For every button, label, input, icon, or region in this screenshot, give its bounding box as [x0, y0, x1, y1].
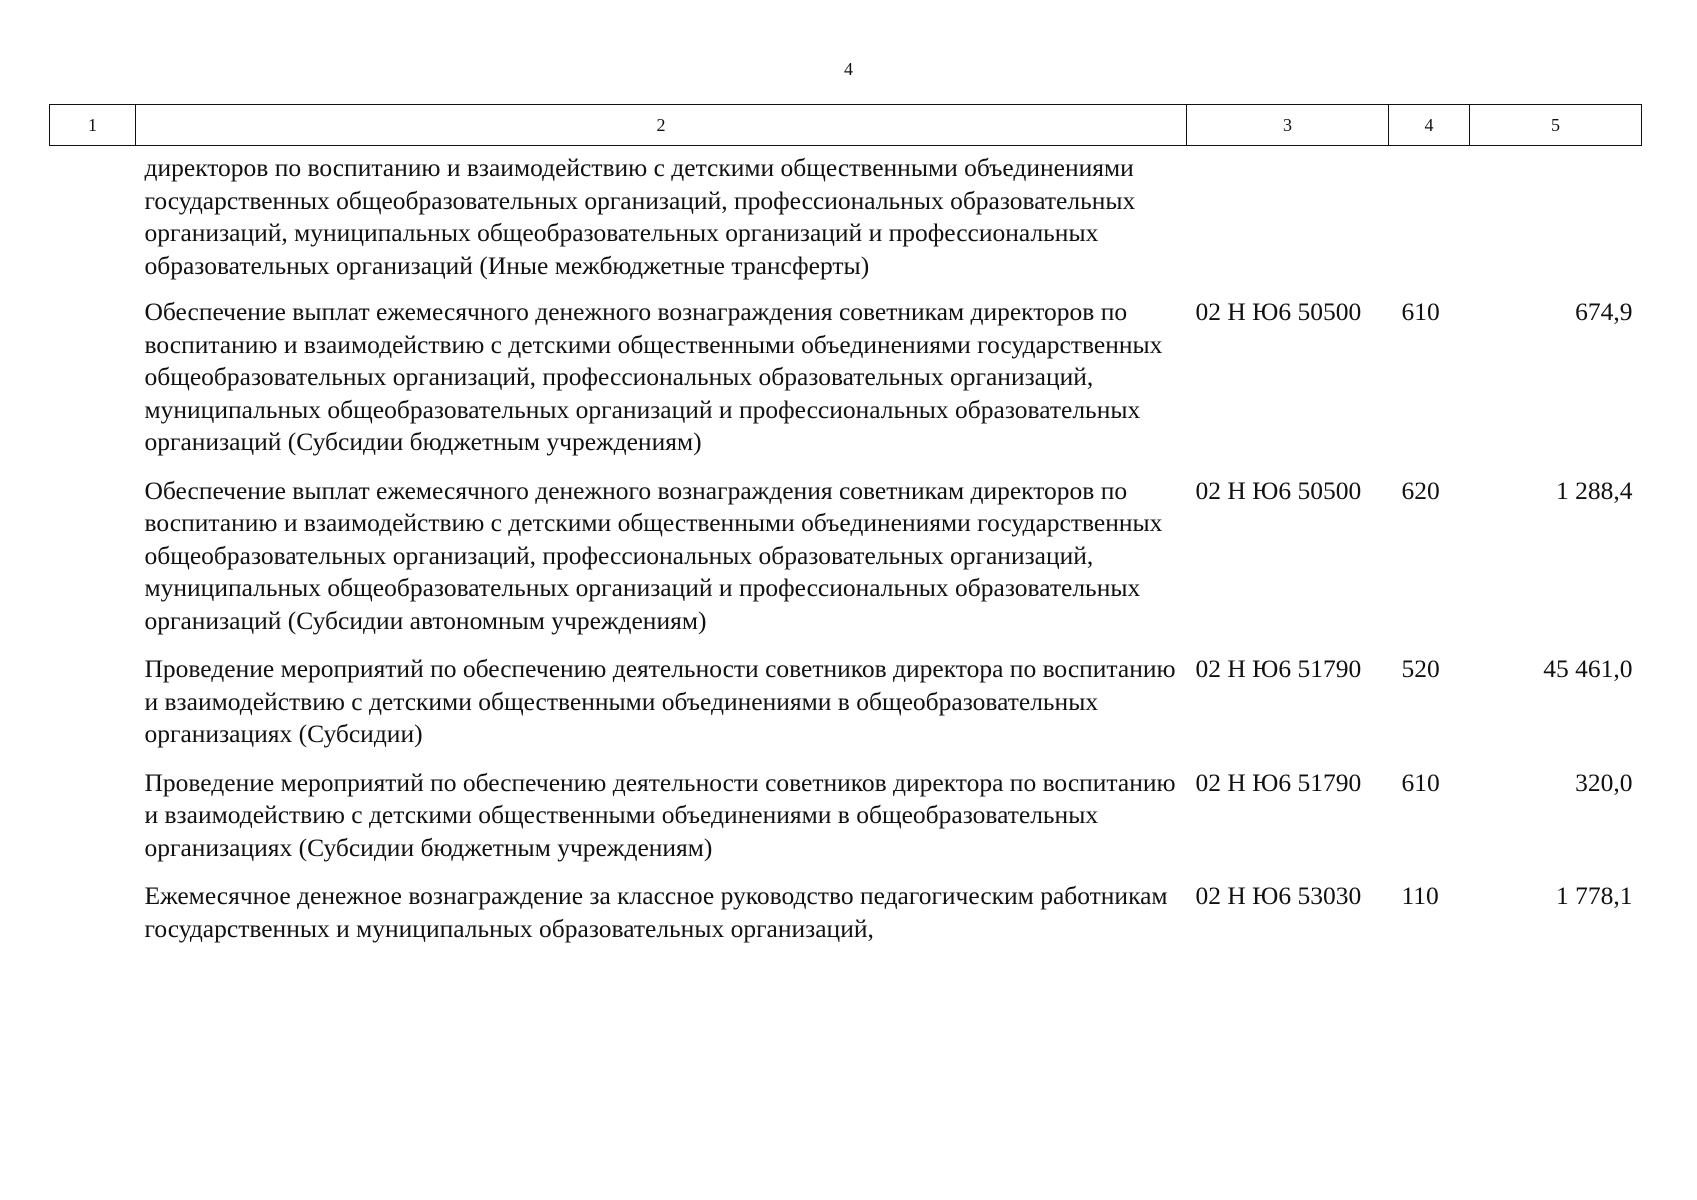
row-number-cell [50, 475, 136, 654]
table-body [50, 146, 1642, 962]
code-cell: 02 Н Ю6 53030 [1195, 881, 1362, 910]
expense-type-cell: 610 [1401, 767, 1440, 797]
header-col-5: 5 [1470, 105, 1642, 146]
code-cell: 02 Н Ю6 50500 [1195, 475, 1362, 505]
code-cell: 02 Н Ю6 50500 [1195, 297, 1362, 326]
header-col-2: 2 [136, 105, 1187, 146]
header-col-4: 4 [1389, 105, 1470, 146]
expense-type-cell: 110 [1401, 881, 1439, 910]
header-col-3: 3 [1187, 105, 1389, 146]
table-header [50, 105, 1642, 146]
description-cell: директоров по воспитанию и взаимодействию с детскими общественными объединениями государственных общеобразовательных организаций, профессиональных образовательных организаций, муниципальных общеобразовательных организаций и профессиональных образовательных организаций (Иные межбюджетные трансферты) [144, 153, 1136, 280]
code-cell: 02 Н Ю6 51790 [1195, 767, 1362, 797]
expense-type-cell: 620 [1401, 475, 1440, 505]
table-row [50, 767, 1642, 881]
table-row [50, 475, 1642, 654]
budget-table [49, 104, 1642, 961]
header-row [50, 105, 1642, 146]
amount-cell: 674,9 [1575, 297, 1633, 326]
description-cell: Ежемесячное денежное вознаграждение за классное руководство педагогическим работникам государственных и муниципальных образовательных организаций, [144, 881, 1168, 943]
code-cell: 02 Н Ю6 51790 [1195, 654, 1362, 683]
amount-cell: 1 778,1 [1556, 881, 1633, 910]
expense-type-cell [1389, 146, 1470, 297]
page-number: 4 [844, 59, 853, 79]
table-row [50, 653, 1642, 767]
description-cell: Обеспечение выплат ежемесячного денежного вознаграждения советникам директоров по воспитанию и взаимодействию с детскими общественными объединениями государственных общеобразовательных организаций, профессиональных образовательных организаций, муниципальных общеобразовательных организаций и профессиональных образовательных организаций (Субсидии бюджетным учреждениям) [144, 297, 1163, 456]
amount-cell [1470, 146, 1642, 297]
row-number-cell [50, 653, 136, 767]
row-number-cell [50, 296, 136, 475]
code-cell [1187, 146, 1389, 297]
row-number-cell [50, 880, 136, 961]
row-number-cell [50, 146, 136, 297]
expense-type-cell: 520 [1401, 654, 1440, 683]
table-row [50, 880, 1642, 961]
header-col-1: 1 [50, 105, 136, 146]
amount-cell: 45 461,0 [1543, 654, 1633, 683]
description-cell: Проведение мероприятий по обеспечению деятельности советников директора по воспитанию и взаимодействию с детскими общественными объединениями в общеобразовательных организациях (Субсидии бюджетным учреждениям) [144, 767, 1176, 862]
expense-type-cell: 610 [1401, 297, 1440, 326]
description-cell: Проведение мероприятий по обеспечению деятельности советников директора по воспитанию и взаимодействию с детскими общественными объединениями в общеобразовательных организациях (Субсидии) [144, 654, 1176, 748]
table-row [50, 146, 1642, 297]
amount-cell: 320,0 [1575, 767, 1633, 797]
row-number-cell [50, 767, 136, 881]
amount-cell: 1 288,4 [1556, 475, 1633, 505]
table-row [50, 296, 1642, 475]
description-cell: Обеспечение выплат ежемесячного денежного вознаграждения советникам директоров по воспитанию и взаимодействию с детскими общественными объединениями государственных общеобразовательных организаций, профессиональных образовательных организаций, муниципальных общеобразовательных организаций и профессиональных образовательных организаций (Субсидии автономным учреждениям) [144, 475, 1163, 635]
